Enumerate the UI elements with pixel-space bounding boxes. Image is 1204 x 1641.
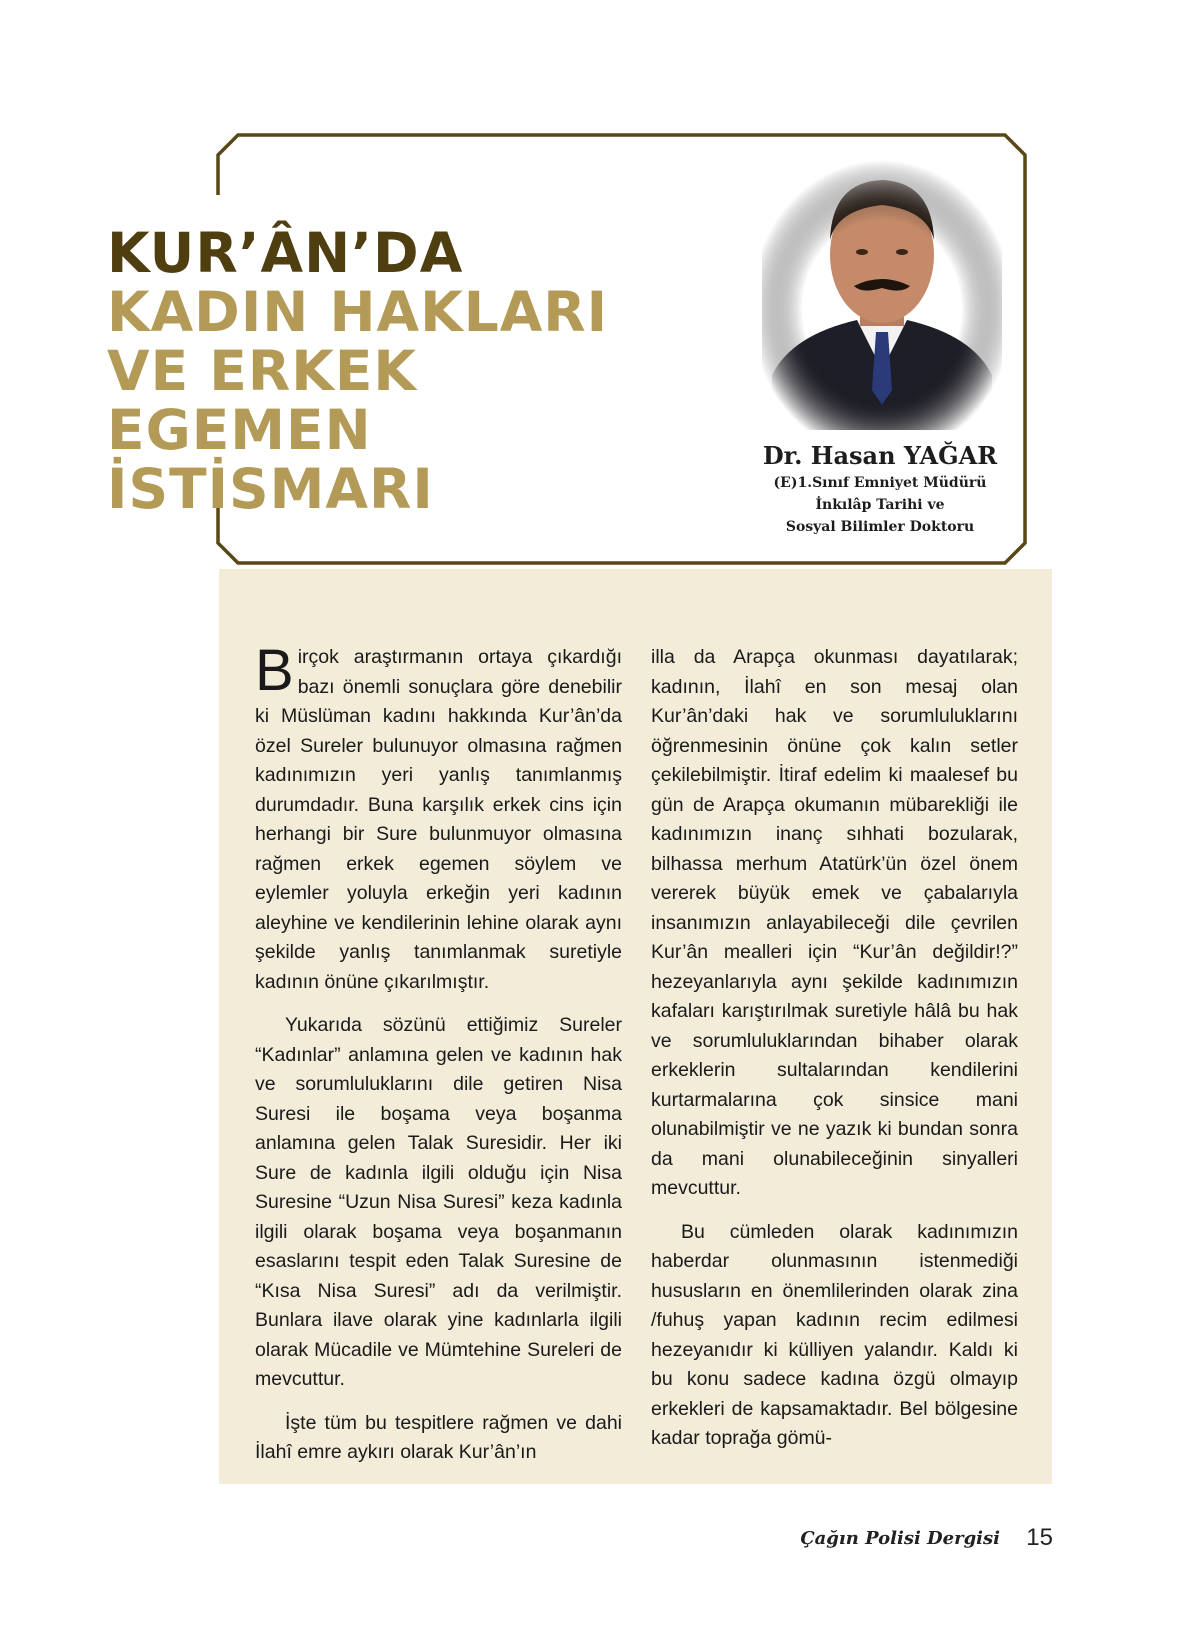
author-portrait (762, 160, 1002, 430)
author-info (735, 440, 1025, 538)
paragraph-4: illa da Arapça okunması dayatılarak; kadının, İlahî en son mesaj olan Kur’ân’daki hak ve sorumluluklarını öğrenmesinin önüne çok kalın setler çekilebilmiştir. İtiraf edelim ki maalesef bu gün de Arapça okumanın mübarekliği ile kadınımızın inanç sıhhati bozularak, bilhassa merhum Atatürk’ün özel önem vererek büyük emek ve çabalarıyla insanımızın anlayabileceği dile çevrilen Kur’ân mealleri için “Kur’ân değildir!?” hezeyanlarıyla aynı şekilde kadınımızın kafaları karıştırılmak suretiyle hâlâ bu hak ve sorumluluklarından bihaber olarak erkeklerin sultalarından kendilerini kurtarmalarına çok sinsice mani olunabilmiştir ve ne yazık ki bundan sonra da mani olunabileceğinin sinyalleri mevcuttur. (651, 646, 1018, 1199)
paragraph-2: Yukarıda sözünü ettiğimiz Sureler “Kadınlar” anlamına gelen ve kadının hak ve sorumluluklarını dile getiren Nisa Suresi ile boşama veya boşanma anlamına gelen Talak Suresidir. Her iki Sure de kadınla ilgili olduğu için Nisa Suresine “Uzun Nisa Suresi” keza kadınla ilgili olarak boşama veya boşanmanın esaslarını tespit eden Talak Suresine de “Kısa Nisa Suresi” adı da verilmiştir. Bunlara ilave olarak yine kadınlarla ilgili olarak Mücadile ve Mümtehine Sureleri de mevcuttur. (255, 1014, 622, 1390)
paragraph-5: Bu cümleden olarak kadınımızın haberdar olunmasının istenmediği hususların en önemlilerinden olarak zina /fuhuş yapan kadının recim edilmesi hezeyanıdır ki külliyen yalandır. Kaldı ki bu konu sadece kadına özgü olmayıp erkekleri de kapsamaktadır. Bel bölgesine kadar toprağa gömü- (651, 1220, 1018, 1449)
author-role-3: Sosyal Bilimler Doktoru (785, 519, 975, 535)
title-line-4: EGEMEN (107, 398, 372, 462)
article-title (107, 221, 609, 521)
author-role-2: İnkılâp Tarihi ve (815, 497, 945, 513)
author-role-1: (E)1.Sınıf Emniyet Müdürü (773, 475, 987, 491)
title-line-3: VE ERKEK (107, 339, 418, 403)
author-name: Dr. Hasan YAĞAR (762, 441, 998, 470)
drop-cap: B (255, 638, 294, 703)
paragraph-3: İşte tüm bu tespitlere rağmen ve dahi İlahî emre aykırı olarak Kur’ân’ın (255, 1411, 622, 1463)
page-number: 15 (1026, 1524, 1053, 1551)
paragraph-1-text: irçok araştırmanın ortaya çıkardığı bazı önemli sonuçlara göre denebilir ki Müslüman kadını hakkında Kur’ân’da özel Sureler bulunuyor olmasına rağmen kadınımızın yeri yanlış tanımlanmış durumdadır. Buna karşılık erkek cins için herhangi bir Sure bulunmuyor olmasına rağmen erkek egemen söylem ve eylemler yoluyla erkeğin yeri kadının aleyhine ve kendilerinin lehine olarak aynı şekilde yanlış tanımlanmak suretiyle kadının önüne çıkarılmıştır. (255, 646, 622, 993)
text-column-left (255, 638, 622, 1482)
paragraph-1 (255, 638, 622, 997)
page-footer (800, 1522, 1053, 1556)
title-line-2: KADIN HAKLARI (107, 280, 609, 344)
title-line-5: İSTİSMARI (107, 457, 434, 521)
text-column-right (651, 643, 1018, 1468)
magazine-name: Çağın Polisi Dergisi (800, 1528, 1000, 1549)
title-line-1: KUR’ÂN’DA (107, 221, 464, 285)
